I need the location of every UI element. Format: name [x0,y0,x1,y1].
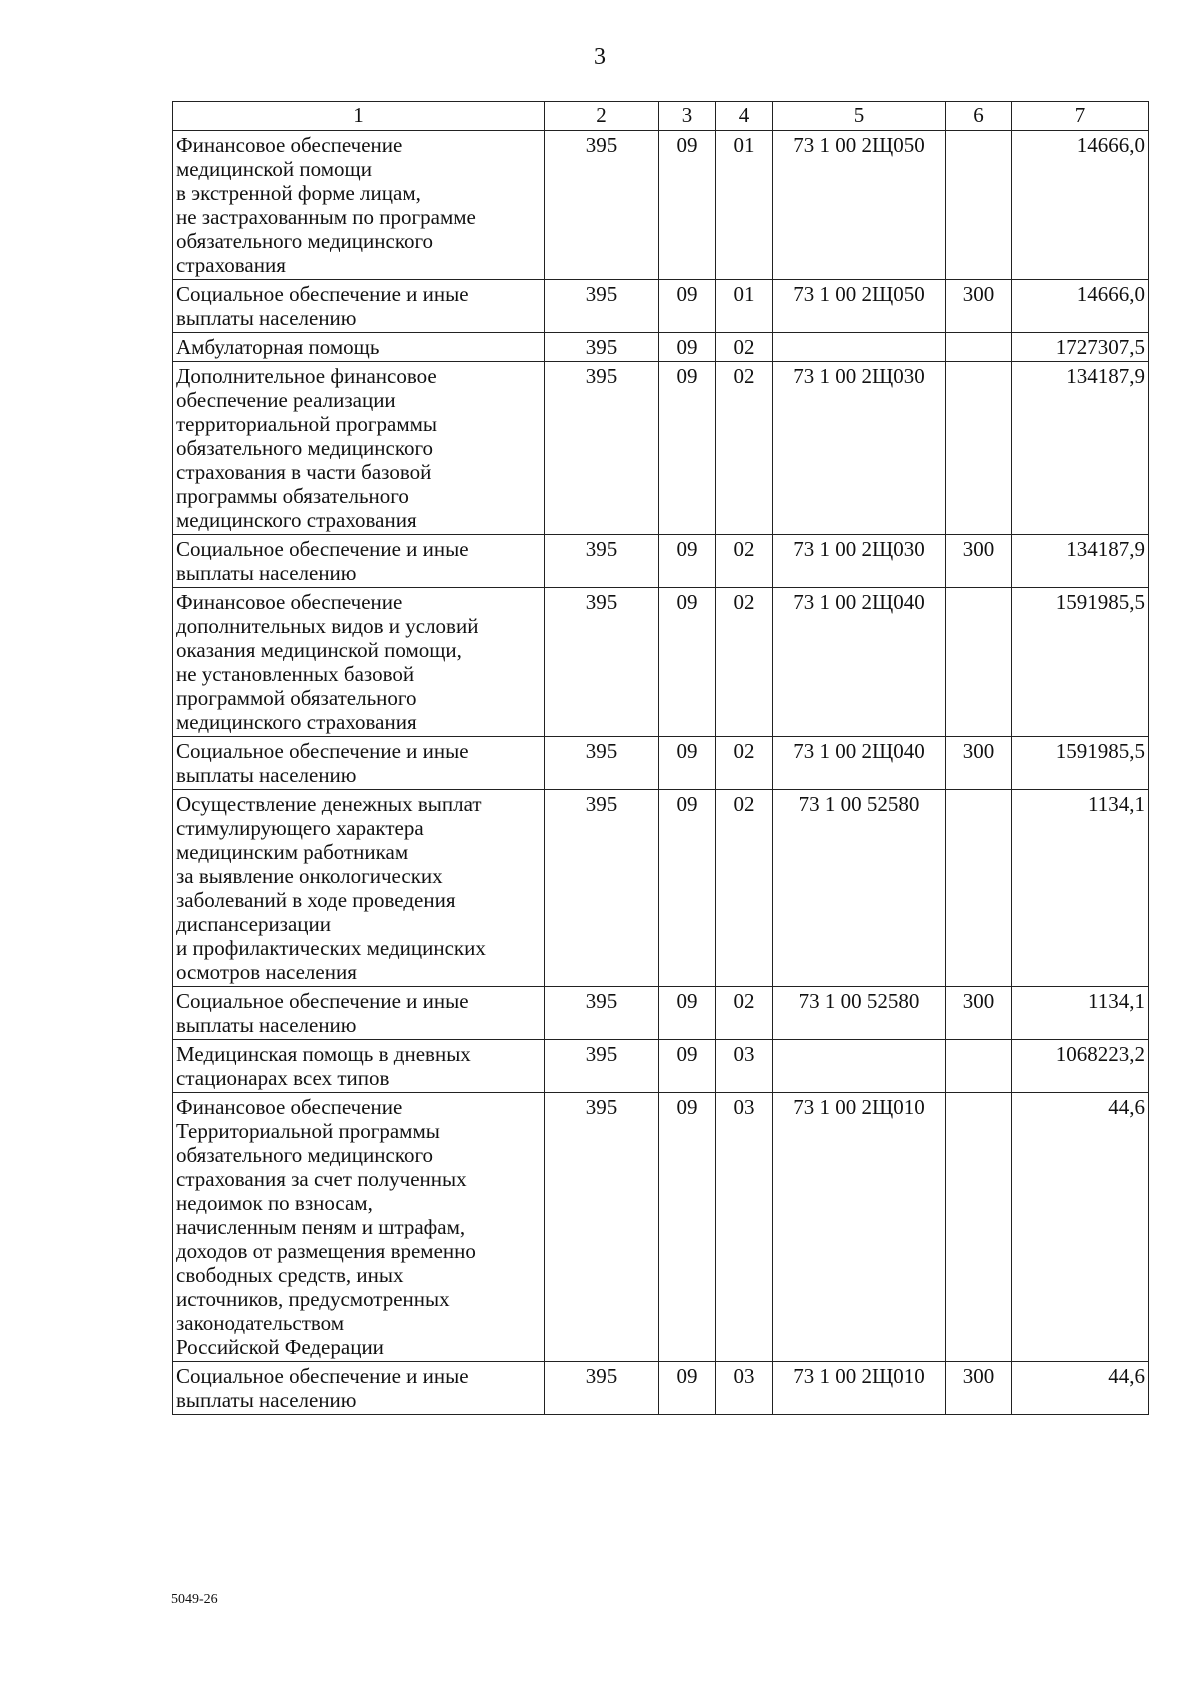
section-code: 09 [659,737,716,790]
page-number: 3 [594,44,606,70]
column-number-5: 5 [773,102,946,131]
expense-type-code: 300 [946,535,1012,588]
ministry-code: 395 [545,333,659,362]
ministry-code: 395 [545,131,659,280]
amount: 134187,9 [1012,362,1149,535]
column-number-2: 2 [545,102,659,131]
column-number-3: 3 [659,102,716,131]
target-article-code: 73 1 00 52580 [773,790,946,987]
amount: 44,6 [1012,1362,1149,1415]
expense-type-code: 300 [946,737,1012,790]
target-article-code: 73 1 00 2Щ050 [773,131,946,280]
table-row [173,790,1149,987]
target-article-code [773,333,946,362]
section-code: 09 [659,333,716,362]
item-name: Финансовое обеспечение дополнительных видов и условий оказания медицинской помощи, не установленных базовой программой обязательного медицинского страхования [173,588,545,737]
column-number-7: 7 [1012,102,1149,131]
ministry-code: 395 [545,1093,659,1362]
amount: 1591985,5 [1012,737,1149,790]
section-code: 09 [659,280,716,333]
section-code: 09 [659,790,716,987]
target-article-code: 73 1 00 2Щ010 [773,1093,946,1362]
subsection-code: 03 [716,1093,773,1362]
column-number-4: 4 [716,102,773,131]
expense-type-code [946,790,1012,987]
expense-type-code [946,588,1012,737]
column-number-6: 6 [946,102,1012,131]
table-row [173,987,1149,1040]
ministry-code: 395 [545,737,659,790]
subsection-code: 02 [716,987,773,1040]
table-row [173,737,1149,790]
expense-type-code: 300 [946,1362,1012,1415]
subsection-code: 02 [716,790,773,987]
target-article-code: 73 1 00 2Щ030 [773,535,946,588]
ministry-code: 395 [545,790,659,987]
ministry-code: 395 [545,362,659,535]
item-name: Медицинская помощь в дневных стационарах всех типов [173,1040,545,1093]
table-row [173,280,1149,333]
item-name: Социальное обеспечение и иные выплаты населению [173,535,545,588]
table-row [173,1362,1149,1415]
target-article-code: 73 1 00 2Щ050 [773,280,946,333]
expense-type-code [946,362,1012,535]
item-name: Социальное обеспечение и иные выплаты населению [173,280,545,333]
expense-type-code: 300 [946,280,1012,333]
table-row [173,362,1149,535]
target-article-code: 73 1 00 2Щ040 [773,588,946,737]
item-name: Финансовое обеспечение медицинской помощи в экстренной форме лицам, не застрахованным по программе обязательного медицинского страхования [173,131,545,280]
subsection-code: 02 [716,737,773,790]
item-name: Финансовое обеспечение Территориальной программы обязательного медицинского страхования за счет полученных недоимок по взносам, начисленным пеням и штрафам, доходов от размещения временно свободных средств, иных источников, предусмотренных законодательством Российской Федерации [173,1093,545,1362]
amount: 44,6 [1012,1093,1149,1362]
item-name: Осуществление денежных выплат стимулирующего характера медицинским работникам за выявление онкологических заболеваний в ходе проведения диспансеризации и профилактических медицинских осмотров населения [173,790,545,987]
amount: 14666,0 [1012,131,1149,280]
expense-type-code: 300 [946,987,1012,1040]
subsection-code: 01 [716,131,773,280]
amount: 1134,1 [1012,790,1149,987]
section-code: 09 [659,1040,716,1093]
item-name: Дополнительное финансовое обеспечение реализации территориальной программы обязательного медицинского страхования в части базовой программы обязательного медицинского страхования [173,362,545,535]
header-row [173,102,1149,131]
item-name: Амбулаторная помощь [173,333,545,362]
section-code: 09 [659,1093,716,1362]
amount: 14666,0 [1012,280,1149,333]
section-code: 09 [659,535,716,588]
item-name: Социальное обеспечение и иные выплаты населению [173,1362,545,1415]
target-article-code: 73 1 00 2Щ030 [773,362,946,535]
section-code: 09 [659,588,716,737]
section-code: 09 [659,362,716,535]
ministry-code: 395 [545,1040,659,1093]
amount: 1068223,2 [1012,1040,1149,1093]
expense-type-code [946,131,1012,280]
amount: 134187,9 [1012,535,1149,588]
section-code: 09 [659,131,716,280]
budget-table [172,101,1149,1415]
target-article-code: 73 1 00 2Щ040 [773,737,946,790]
ministry-code: 395 [545,535,659,588]
item-name: Социальное обеспечение и иные выплаты населению [173,987,545,1040]
ministry-code: 395 [545,588,659,737]
target-article-code [773,1040,946,1093]
ministry-code: 395 [545,280,659,333]
expense-type-code [946,1093,1012,1362]
subsection-code: 02 [716,362,773,535]
column-number-1: 1 [173,102,545,131]
expense-type-code [946,1040,1012,1093]
table-row [173,1093,1149,1362]
table-row [173,333,1149,362]
table-row [173,588,1149,737]
expense-type-code [946,333,1012,362]
section-code: 09 [659,987,716,1040]
item-name: Социальное обеспечение и иные выплаты населению [173,737,545,790]
target-article-code: 73 1 00 52580 [773,987,946,1040]
subsection-code: 02 [716,588,773,737]
ministry-code: 395 [545,1362,659,1415]
subsection-code: 01 [716,280,773,333]
subsection-code: 02 [716,535,773,588]
section-code: 09 [659,1362,716,1415]
table-row [173,131,1149,280]
subsection-code: 03 [716,1040,773,1093]
document-code: 5049-26 [171,1592,218,1607]
amount: 1727307,5 [1012,333,1149,362]
target-article-code: 73 1 00 2Щ010 [773,1362,946,1415]
amount: 1591985,5 [1012,588,1149,737]
table-body [173,131,1149,1415]
table-row [173,1040,1149,1093]
subsection-code: 03 [716,1362,773,1415]
amount: 1134,1 [1012,987,1149,1040]
ministry-code: 395 [545,987,659,1040]
table-row [173,535,1149,588]
subsection-code: 02 [716,333,773,362]
